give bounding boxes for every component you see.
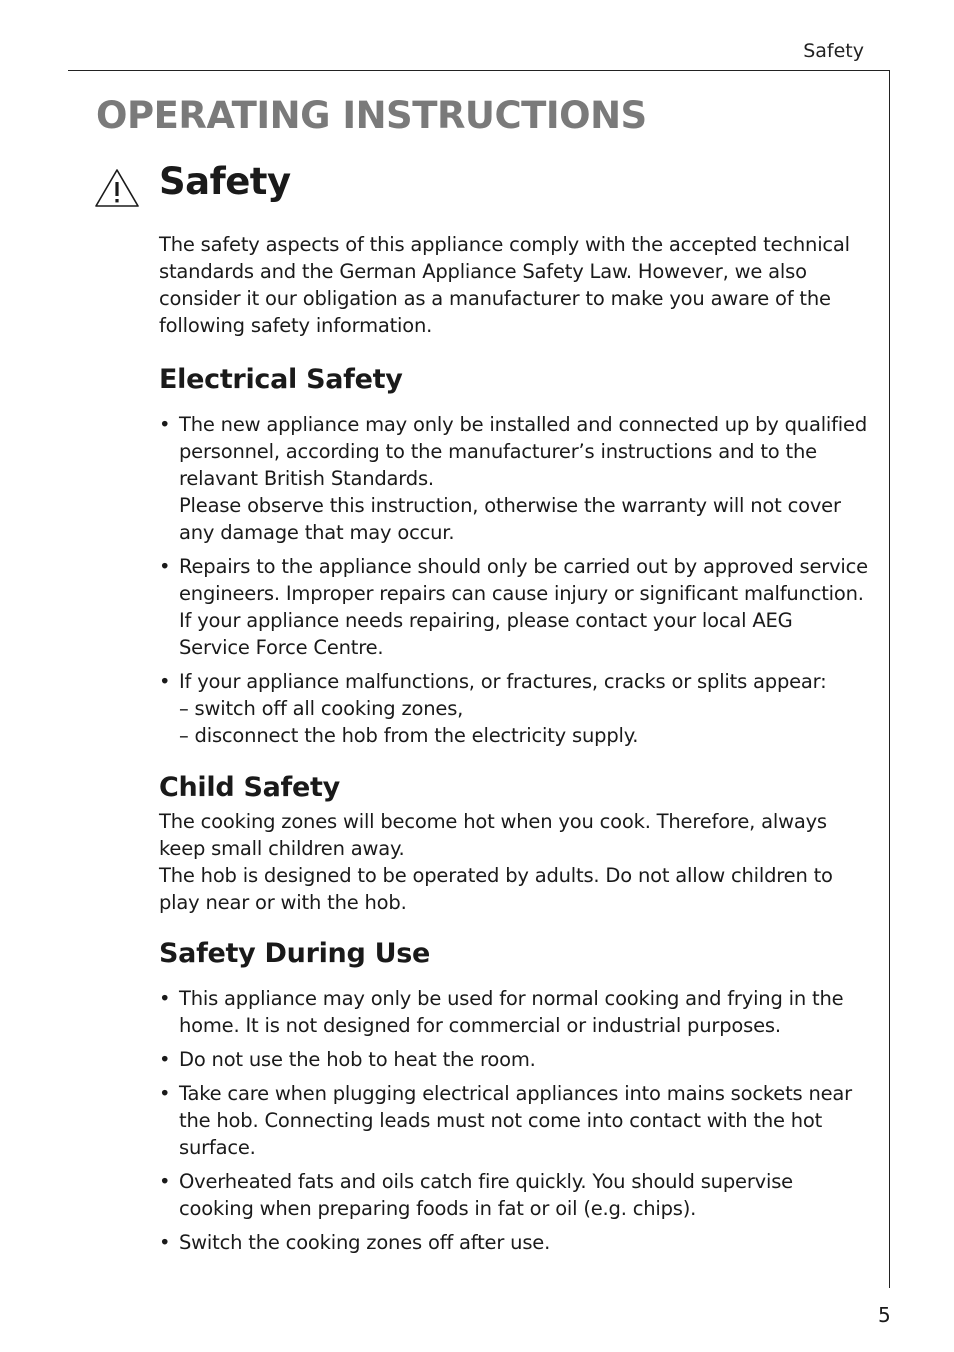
electrical-safety-heading: Electrical Safety bbox=[159, 364, 403, 395]
safety-during-use-heading: Safety During Use bbox=[159, 938, 430, 969]
electrical-safety-list bbox=[159, 411, 869, 749]
header-rule bbox=[68, 70, 890, 71]
sub-item: – switch off all cooking zones, bbox=[179, 697, 464, 720]
list-item bbox=[159, 411, 869, 546]
bullet-text: The new appliance may only be installed and connected up by qualified personnel, according to the manufacturer’s instructions and to the relavant British Standards. bbox=[179, 413, 868, 490]
list-item: • Switch the cooking zones off after use. bbox=[159, 1229, 869, 1256]
bullet-note: Please observe this instruction, otherwise the warranty will not cover any damage that may occur. bbox=[179, 494, 841, 544]
right-margin-rule bbox=[889, 70, 890, 1288]
list-item: • This appliance may only be used for normal cooking and frying in the home. It is not designed for commercial or industrial purposes. bbox=[159, 985, 869, 1039]
intro-paragraph: The safety aspects of this appliance comply with the accepted technical standards and the German Appliance Safety Law. However, we also consider it our obligation as a manufacturer to make you aware of the following safety information. bbox=[159, 233, 850, 337]
warning-triangle-icon bbox=[94, 168, 140, 208]
list-item bbox=[159, 668, 869, 749]
bullet-text: If your appliance malfunctions, or fractures, cracks or splits appear: bbox=[179, 670, 827, 693]
list-item: • Do not use the hob to heat the room. bbox=[159, 1046, 869, 1073]
safety-during-use-list bbox=[159, 985, 869, 1256]
page-number: 5 bbox=[878, 1303, 891, 1327]
main-content bbox=[159, 231, 869, 1263]
list-item: • Overheated fats and oils catch fire quickly. You should supervise cooking when preparing foods in fat or oil (e.g. chips). bbox=[159, 1168, 869, 1222]
child-safety-heading: Child Safety bbox=[159, 772, 340, 803]
sub-item: – disconnect the hob from the electricity supply. bbox=[179, 724, 639, 747]
child-safety-paragraph-1: The cooking zones will become hot when you cook. Therefore, always keep small children away. bbox=[159, 810, 827, 860]
list-item: • Take care when plugging electrical appliances into mains sockets near the hob. Connecting leads must not come into contact with the hot surface. bbox=[159, 1080, 869, 1161]
child-safety-paragraph-2: The hob is designed to be operated by adults. Do not allow children to play near or with the hob. bbox=[159, 864, 833, 914]
list-item bbox=[159, 553, 869, 661]
section-title: Safety bbox=[159, 160, 291, 203]
bullet-text: Repairs to the appliance should only be carried out by approved service engineers. Improper repairs can cause injury or significant malfunction. If your appliance needs repairing, please contact your local AEG Service Force Centre. bbox=[179, 555, 868, 659]
running-header-label: Safety bbox=[803, 40, 864, 62]
document-title: OPERATING INSTRUCTIONS bbox=[96, 94, 647, 137]
